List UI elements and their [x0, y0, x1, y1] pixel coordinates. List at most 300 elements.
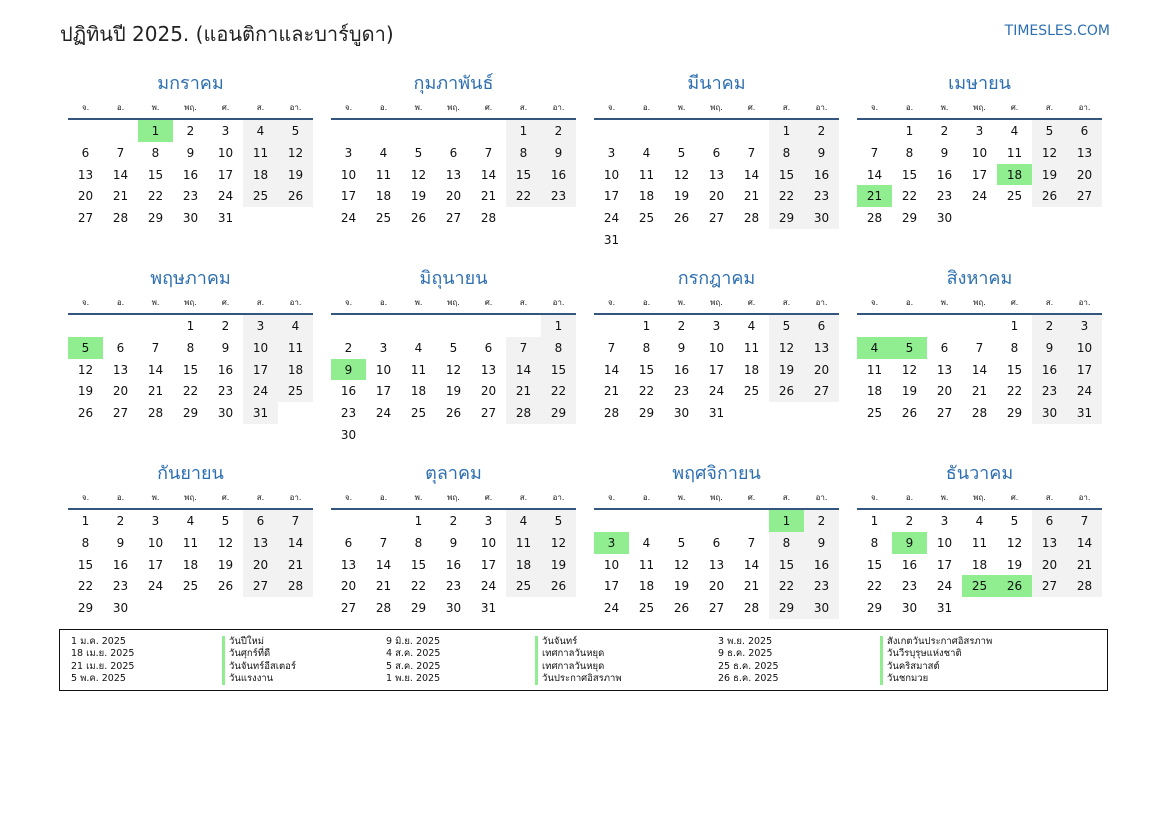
day-cell: 17: [147, 557, 164, 572]
empty-cell: [68, 315, 103, 337]
day-cell: 4: [278, 315, 313, 337]
weekday-header: พฤ.: [436, 98, 471, 120]
day-cell: 22: [638, 384, 655, 399]
day-cell: 7: [151, 340, 160, 355]
day-cell: 10: [480, 535, 497, 550]
weekday-header: พ.: [138, 488, 173, 510]
day-cell: 25: [278, 380, 313, 402]
day-cell: 16: [217, 362, 234, 377]
day-cell: 7: [506, 337, 541, 359]
day-cell: 24: [243, 380, 278, 402]
holiday-day-cell: 18: [997, 164, 1032, 186]
month-name: มิถุนายน: [419, 268, 488, 289]
weekday-header: อ.: [892, 488, 927, 510]
weekday-header: ศ.: [997, 293, 1032, 315]
empty-cell: [436, 120, 471, 142]
holiday-name: วันวีรบุรุษแห่งชาติ: [880, 648, 992, 660]
day-cell: 21: [1067, 554, 1102, 576]
empty-cell: [857, 315, 892, 337]
day-cell: 10: [340, 167, 357, 182]
day-cell: 5: [414, 145, 423, 160]
empty-cell: [1067, 597, 1102, 619]
day-cell: 9: [1032, 337, 1067, 359]
weekday-header: อ.: [366, 488, 401, 510]
weekday-header: อา.: [804, 293, 839, 315]
day-cell: 11: [506, 532, 541, 554]
day-cell: 31: [217, 211, 234, 226]
empty-cell: [857, 120, 892, 142]
day-cell: 8: [81, 535, 90, 550]
day-cell: 30: [901, 601, 918, 616]
holiday-name: วันชกมวย: [880, 673, 992, 685]
empty-cell: [1067, 207, 1102, 229]
day-cell: 16: [340, 384, 357, 399]
day-cell: 17: [217, 167, 234, 182]
day-cell: 11: [1006, 145, 1023, 160]
month-days: [857, 98, 1102, 229]
day-cell: 21: [743, 579, 760, 594]
weekday-header: ศ.: [208, 488, 243, 510]
empty-cell: [594, 315, 629, 337]
day-cell: 2: [449, 514, 458, 528]
weekday-header: พฤ.: [962, 98, 997, 120]
day-cell: 14: [506, 359, 541, 381]
day-cell: 28: [603, 406, 620, 421]
day-cell: 5: [221, 514, 230, 528]
day-cell: 2: [940, 124, 949, 138]
weekday-header: อ.: [103, 293, 138, 315]
month-block: [331, 265, 576, 460]
weekday-header: จ.: [594, 98, 629, 120]
month-block: [594, 460, 839, 655]
day-cell: 12: [769, 337, 804, 359]
day-cell: 16: [541, 164, 576, 186]
holiday-name: เทศกาลวันหยุด: [535, 661, 622, 673]
day-cell: 26: [769, 380, 804, 402]
day-cell: 10: [971, 145, 988, 160]
day-cell: 26: [410, 211, 427, 226]
month-days: [68, 488, 313, 619]
weekday-header: ศ.: [471, 98, 506, 120]
day-cell: 20: [112, 384, 129, 399]
weekday-header: อา.: [541, 488, 576, 510]
day-cell: 23: [217, 384, 234, 399]
empty-cell: [331, 510, 366, 532]
day-cell: 13: [1067, 142, 1102, 164]
legend-name-column: [880, 636, 992, 685]
holiday-day-cell: 5: [68, 337, 103, 359]
empty-cell: [243, 207, 278, 229]
day-cell: 23: [936, 189, 953, 204]
holiday-name: วันประกาศอิสรภาพ: [535, 673, 622, 685]
empty-cell: [927, 315, 962, 337]
day-cell: 22: [541, 380, 576, 402]
weekday-header: จ.: [857, 293, 892, 315]
holiday-name: วันคริสมาสต์: [880, 661, 992, 673]
day-cell: 28: [866, 211, 883, 226]
day-cell: 22: [866, 579, 883, 594]
empty-cell: [208, 597, 243, 619]
day-cell: 2: [677, 319, 686, 333]
legend-name-column: [222, 636, 296, 685]
day-cell: 20: [936, 384, 953, 399]
day-cell: 5: [541, 510, 576, 532]
day-cell: 2: [116, 514, 125, 528]
weekday-header: ส.: [1032, 98, 1067, 120]
month-name: มกราคม: [157, 73, 224, 94]
empty-cell: [138, 597, 173, 619]
empty-cell: [769, 229, 804, 251]
day-cell: 4: [506, 510, 541, 532]
day-cell: 14: [375, 557, 392, 572]
day-cell: 18: [243, 164, 278, 186]
legend-name-column: [535, 636, 622, 685]
legend-date-column: [386, 636, 440, 685]
day-cell: 5: [1032, 120, 1067, 142]
empty-cell: [769, 402, 804, 424]
legend-date-column: [71, 636, 134, 685]
day-cell: 21: [375, 579, 392, 594]
month-block: [68, 460, 313, 655]
weekday-header: ศ.: [997, 488, 1032, 510]
day-cell: 21: [112, 189, 129, 204]
day-cell: 23: [804, 575, 839, 597]
day-cell: 28: [278, 575, 313, 597]
holiday-day-cell: 21: [857, 185, 892, 207]
calendar-grid: [68, 70, 1102, 655]
day-cell: 29: [769, 207, 804, 229]
day-cell: 22: [901, 189, 918, 204]
day-cell: 30: [182, 211, 199, 226]
day-cell: 8: [506, 142, 541, 164]
month-name: กุมภาพันธ์: [413, 73, 494, 94]
weekday-header: ส.: [1032, 488, 1067, 510]
day-cell: 20: [445, 189, 462, 204]
day-cell: 1: [870, 514, 879, 528]
day-cell: 27: [936, 406, 953, 421]
day-cell: 13: [480, 362, 497, 377]
day-cell: 17: [375, 384, 392, 399]
weekday-header: พ.: [664, 293, 699, 315]
day-cell: 14: [480, 167, 497, 182]
day-cell: 19: [410, 189, 427, 204]
day-cell: 29: [77, 601, 94, 616]
day-cell: 30: [804, 597, 839, 619]
weekday-header: ศ.: [997, 98, 1032, 120]
day-cell: 4: [747, 319, 756, 333]
month-name: พฤศจิกายน: [672, 463, 761, 484]
day-cell: 14: [147, 362, 164, 377]
day-cell: 5: [677, 535, 686, 550]
day-cell: 21: [480, 189, 497, 204]
day-cell: 19: [1032, 164, 1067, 186]
day-cell: 4: [642, 145, 651, 160]
day-cell: 17: [936, 557, 953, 572]
day-cell: 22: [769, 575, 804, 597]
day-cell: 12: [410, 167, 427, 182]
month-block: [594, 265, 839, 460]
empty-cell: [1032, 597, 1067, 619]
holiday-date: 1 ม.ค. 2025: [71, 636, 126, 647]
day-cell: 22: [77, 579, 94, 594]
holiday-date: 25 ธ.ค. 2025: [718, 660, 779, 672]
empty-cell: [734, 402, 769, 424]
holiday-day-cell: 4: [857, 337, 892, 359]
empty-cell: [734, 229, 769, 251]
empty-cell: [401, 424, 436, 446]
month-days: [331, 293, 576, 446]
empty-cell: [506, 207, 541, 229]
day-cell: 15: [769, 164, 804, 186]
day-cell: 10: [708, 340, 725, 355]
day-cell: 7: [870, 145, 879, 160]
day-cell: 17: [603, 189, 620, 204]
day-cell: 13: [936, 362, 953, 377]
day-cell: 18: [866, 384, 883, 399]
day-cell: 24: [217, 189, 234, 204]
day-cell: 15: [541, 359, 576, 381]
empty-cell: [594, 120, 629, 142]
day-cell: 5: [677, 145, 686, 160]
day-cell: 9: [186, 145, 195, 160]
weekday-header: พ.: [401, 488, 436, 510]
holiday-date: 3 พ.ย. 2025: [718, 636, 773, 647]
day-cell: 2: [221, 319, 230, 333]
day-cell: 16: [182, 167, 199, 182]
day-cell: 17: [340, 189, 357, 204]
empty-cell: [506, 597, 541, 619]
day-cell: 24: [603, 211, 620, 226]
day-cell: 31: [708, 406, 725, 421]
day-cell: 27: [243, 575, 278, 597]
day-cell: 13: [708, 557, 725, 572]
weekday-header: จ.: [594, 488, 629, 510]
weekday-header: พ.: [664, 488, 699, 510]
day-cell: 23: [901, 579, 918, 594]
empty-cell: [471, 120, 506, 142]
empty-cell: [278, 597, 313, 619]
empty-cell: [138, 315, 173, 337]
holiday-day-cell: 9: [892, 532, 927, 554]
empty-cell: [734, 510, 769, 532]
weekday-header: อ.: [103, 488, 138, 510]
site-link[interactable]: TIMESLES.COM: [1004, 23, 1110, 39]
day-cell: 28: [1067, 575, 1102, 597]
holiday-name: วันแรงงาน: [222, 673, 296, 685]
month-block: [331, 70, 576, 265]
weekday-header: พฤ.: [436, 488, 471, 510]
day-cell: 6: [1067, 120, 1102, 142]
day-cell: 6: [712, 145, 721, 160]
day-cell: 13: [445, 167, 462, 182]
day-cell: 7: [379, 535, 388, 550]
empty-cell: [366, 424, 401, 446]
empty-cell: [278, 207, 313, 229]
day-cell: 22: [182, 384, 199, 399]
weekday-header: พ.: [401, 293, 436, 315]
day-cell: 16: [673, 362, 690, 377]
day-cell: 31: [243, 402, 278, 424]
day-cell: 21: [743, 189, 760, 204]
weekday-header: อา.: [541, 98, 576, 120]
day-cell: 20: [708, 189, 725, 204]
day-cell: 28: [743, 601, 760, 616]
day-cell: 22: [1006, 384, 1023, 399]
weekday-header: ศ.: [471, 488, 506, 510]
month-block: [857, 265, 1102, 460]
weekday-header: พฤ.: [436, 293, 471, 315]
holiday-day-cell: 1: [138, 120, 173, 142]
day-cell: 21: [971, 384, 988, 399]
day-cell: 7: [484, 145, 493, 160]
weekday-header: อา.: [1067, 488, 1102, 510]
day-cell: 1: [905, 124, 914, 138]
day-cell: 25: [638, 211, 655, 226]
month-name: ธันวาคม: [945, 463, 1014, 484]
weekday-header: ส.: [506, 98, 541, 120]
weekday-header: พ.: [138, 293, 173, 315]
holiday-day-cell: 26: [997, 575, 1032, 597]
day-cell: 12: [901, 362, 918, 377]
day-cell: 27: [445, 211, 462, 226]
day-cell: 6: [484, 340, 493, 355]
weekday-header: จ.: [594, 293, 629, 315]
day-cell: 28: [506, 402, 541, 424]
day-cell: 27: [1067, 185, 1102, 207]
day-cell: 31: [936, 601, 953, 616]
day-cell: 18: [182, 557, 199, 572]
day-cell: 21: [603, 384, 620, 399]
holiday-day-cell: 25: [962, 575, 997, 597]
weekday-header: ส.: [243, 98, 278, 120]
day-cell: 18: [410, 384, 427, 399]
day-cell: 11: [375, 167, 392, 182]
day-cell: 19: [1006, 557, 1023, 572]
empty-cell: [699, 120, 734, 142]
day-cell: 5: [278, 120, 313, 142]
day-cell: 28: [971, 406, 988, 421]
day-cell: 9: [449, 535, 458, 550]
day-cell: 6: [81, 145, 90, 160]
month-name: เมษายน: [948, 73, 1011, 94]
day-cell: 3: [221, 124, 230, 138]
day-cell: 16: [1032, 359, 1067, 381]
weekday-header: อา.: [804, 98, 839, 120]
month-block: [68, 70, 313, 265]
weekday-header: อา.: [1067, 98, 1102, 120]
month-name: มีนาคม: [687, 73, 746, 94]
day-cell: 23: [804, 185, 839, 207]
weekday-header: พฤ.: [699, 488, 734, 510]
day-cell: 23: [112, 579, 129, 594]
day-cell: 19: [673, 579, 690, 594]
day-cell: 25: [638, 601, 655, 616]
weekday-header: พ.: [927, 98, 962, 120]
day-cell: 12: [1032, 142, 1067, 164]
day-cell: 2: [1032, 315, 1067, 337]
day-cell: 11: [638, 557, 655, 572]
day-cell: 14: [1067, 532, 1102, 554]
holiday-date: 9 ธ.ค. 2025: [718, 648, 773, 660]
month-block: [331, 460, 576, 655]
day-cell: 13: [112, 362, 129, 377]
day-cell: 30: [936, 211, 953, 226]
empty-cell: [594, 510, 629, 532]
day-cell: 11: [410, 362, 427, 377]
day-cell: 6: [940, 340, 949, 355]
day-cell: 28: [375, 601, 392, 616]
weekday-header: ส.: [1032, 293, 1067, 315]
day-cell: 6: [449, 145, 458, 160]
day-cell: 22: [147, 189, 164, 204]
day-cell: 4: [414, 340, 423, 355]
day-cell: 7: [278, 510, 313, 532]
day-cell: 28: [147, 406, 164, 421]
day-cell: 18: [971, 557, 988, 572]
holiday-date: 9 มิ.ย. 2025: [386, 636, 441, 647]
empty-cell: [541, 597, 576, 619]
weekday-header: อ.: [892, 98, 927, 120]
day-cell: 3: [243, 315, 278, 337]
day-cell: 26: [673, 601, 690, 616]
day-cell: 29: [410, 601, 427, 616]
day-cell: 5: [769, 315, 804, 337]
holiday-date: 4 ส.ค. 2025: [386, 648, 441, 660]
day-cell: 11: [182, 535, 199, 550]
day-cell: 1: [642, 319, 651, 333]
day-cell: 30: [445, 601, 462, 616]
day-cell: 3: [151, 514, 160, 528]
weekday-header: จ.: [68, 98, 103, 120]
day-cell: 13: [77, 167, 94, 182]
day-cell: 1: [506, 120, 541, 142]
day-cell: 19: [278, 164, 313, 186]
day-cell: 16: [901, 557, 918, 572]
day-cell: 29: [182, 406, 199, 421]
day-cell: 13: [340, 557, 357, 572]
day-cell: 29: [901, 211, 918, 226]
day-cell: 18: [278, 359, 313, 381]
day-cell: 14: [278, 532, 313, 554]
day-cell: 31: [603, 232, 620, 247]
day-cell: 3: [484, 514, 493, 528]
empty-cell: [173, 597, 208, 619]
day-cell: 15: [1006, 362, 1023, 377]
holiday-date: 1 พ.ย. 2025: [386, 672, 441, 684]
weekday-header: ส.: [506, 293, 541, 315]
day-cell: 12: [673, 557, 690, 572]
day-cell: 22: [769, 185, 804, 207]
day-cell: 24: [936, 579, 953, 594]
day-cell: 3: [712, 319, 721, 333]
day-cell: 9: [221, 340, 230, 355]
holiday-name: สังเกตวันประกาศอิสรภาพ: [880, 636, 992, 648]
day-cell: 23: [1032, 380, 1067, 402]
day-cell: 30: [1032, 402, 1067, 424]
weekday-header: พฤ.: [962, 488, 997, 510]
day-cell: 4: [379, 145, 388, 160]
weekday-header: พฤ.: [962, 293, 997, 315]
empty-cell: [103, 315, 138, 337]
day-cell: 8: [186, 340, 195, 355]
day-cell: 18: [506, 554, 541, 576]
day-cell: 27: [112, 406, 129, 421]
day-cell: 20: [77, 189, 94, 204]
weekday-header: พฤ.: [699, 293, 734, 315]
day-cell: 30: [340, 427, 357, 442]
day-cell: 3: [1067, 315, 1102, 337]
empty-cell: [436, 424, 471, 446]
